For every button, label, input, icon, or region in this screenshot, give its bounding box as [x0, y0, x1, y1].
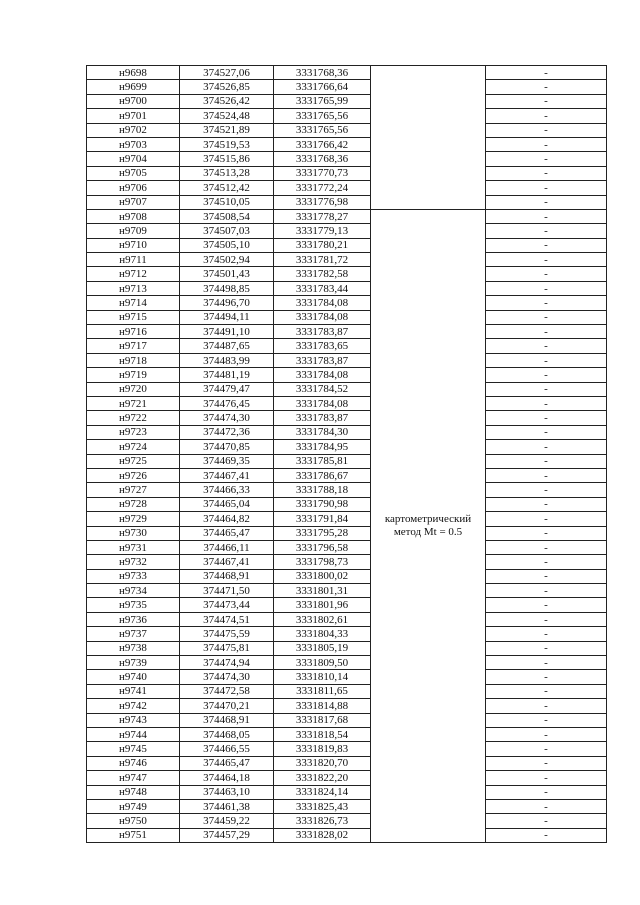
dash-cell: -: [486, 253, 607, 267]
table-row: [87, 612, 607, 626]
point-name-cell: н9728: [87, 497, 180, 511]
x-coordinate-cell: 374507,03: [180, 224, 274, 238]
table-row: [87, 325, 607, 339]
point-name-cell: н9706: [87, 181, 180, 195]
x-coordinate-cell: 374498,85: [180, 281, 274, 295]
table-row: [87, 584, 607, 598]
x-coordinate-cell: 374501,43: [180, 267, 274, 281]
coordinates-table: [86, 65, 607, 843]
dash-cell: -: [486, 468, 607, 482]
x-coordinate-cell: 374475,59: [180, 627, 274, 641]
y-coordinate-cell: 3331779,13: [274, 224, 371, 238]
table-row: [87, 497, 607, 511]
y-coordinate-cell: 3331765,99: [274, 94, 371, 108]
point-name-cell: н9723: [87, 425, 180, 439]
x-coordinate-cell: 374481,19: [180, 368, 274, 382]
table-row: [87, 598, 607, 612]
point-name-cell: н9734: [87, 584, 180, 598]
dash-cell: -: [486, 166, 607, 180]
table-row: [87, 742, 607, 756]
x-coordinate-cell: 374461,38: [180, 799, 274, 813]
x-coordinate-cell: 374468,05: [180, 727, 274, 741]
y-coordinate-cell: 3331822,20: [274, 771, 371, 785]
y-coordinate-cell: 3331783,87: [274, 325, 371, 339]
x-coordinate-cell: 374515,86: [180, 152, 274, 166]
dash-cell: -: [486, 109, 607, 123]
table-row: [87, 166, 607, 180]
x-coordinate-cell: 374474,94: [180, 656, 274, 670]
x-coordinate-cell: 374502,94: [180, 253, 274, 267]
point-name-cell: н9743: [87, 713, 180, 727]
table-row: [87, 771, 607, 785]
table-row: [87, 66, 607, 80]
x-coordinate-cell: 374471,50: [180, 584, 274, 598]
dash-cell: -: [486, 785, 607, 799]
y-coordinate-cell: 3331805,19: [274, 641, 371, 655]
x-coordinate-cell: 374464,82: [180, 512, 274, 526]
x-coordinate-cell: 374524,48: [180, 109, 274, 123]
table-row: [87, 296, 607, 310]
dash-cell: -: [486, 195, 607, 209]
point-name-cell: н9712: [87, 267, 180, 281]
x-coordinate-cell: 374475,81: [180, 641, 274, 655]
y-coordinate-cell: 3331784,08: [274, 368, 371, 382]
x-coordinate-cell: 374505,10: [180, 238, 274, 252]
point-name-cell: н9751: [87, 828, 180, 842]
x-coordinate-cell: 374466,55: [180, 742, 274, 756]
point-name-cell: н9727: [87, 483, 180, 497]
table-row: [87, 512, 607, 526]
table-row: [87, 339, 607, 353]
x-coordinate-cell: 374526,42: [180, 94, 274, 108]
y-coordinate-cell: 3331817,68: [274, 713, 371, 727]
point-name-cell: н9718: [87, 353, 180, 367]
table-row: [87, 814, 607, 828]
dash-cell: -: [486, 281, 607, 295]
point-name-cell: н9740: [87, 670, 180, 684]
point-name-cell: н9750: [87, 814, 180, 828]
y-coordinate-cell: 3331828,02: [274, 828, 371, 842]
x-coordinate-cell: 374526,85: [180, 80, 274, 94]
table-row: [87, 756, 607, 770]
y-coordinate-cell: 3331790,98: [274, 497, 371, 511]
x-coordinate-cell: 374473,44: [180, 598, 274, 612]
point-name-cell: н9738: [87, 641, 180, 655]
x-coordinate-cell: 374465,04: [180, 497, 274, 511]
x-coordinate-cell: 374459,22: [180, 814, 274, 828]
dash-cell: -: [486, 612, 607, 626]
table-row: [87, 238, 607, 252]
point-name-cell: н9721: [87, 396, 180, 410]
y-coordinate-cell: 3331784,08: [274, 296, 371, 310]
x-coordinate-cell: 374491,10: [180, 325, 274, 339]
x-coordinate-cell: 374467,41: [180, 468, 274, 482]
y-coordinate-cell: 3331781,72: [274, 253, 371, 267]
dash-cell: -: [486, 799, 607, 813]
point-name-cell: н9699: [87, 80, 180, 94]
point-name-cell: н9746: [87, 756, 180, 770]
y-coordinate-cell: 3331784,08: [274, 396, 371, 410]
y-coordinate-cell: 3331800,02: [274, 569, 371, 583]
point-name-cell: н9719: [87, 368, 180, 382]
point-name-cell: н9748: [87, 785, 180, 799]
dash-cell: -: [486, 569, 607, 583]
x-coordinate-cell: 374457,29: [180, 828, 274, 842]
table-row: [87, 181, 607, 195]
table-row: [87, 94, 607, 108]
dash-cell: -: [486, 339, 607, 353]
dash-cell: -: [486, 425, 607, 439]
dash-cell: -: [486, 368, 607, 382]
y-coordinate-cell: 3331783,87: [274, 353, 371, 367]
table-row: [87, 828, 607, 842]
point-name-cell: н9717: [87, 339, 180, 353]
table-row: [87, 411, 607, 425]
x-coordinate-cell: 374474,30: [180, 670, 274, 684]
x-coordinate-cell: 374470,85: [180, 440, 274, 454]
dash-cell: -: [486, 137, 607, 151]
table-row: [87, 627, 607, 641]
y-coordinate-cell: 3331765,56: [274, 123, 371, 137]
table-row: [87, 80, 607, 94]
table-row: [87, 569, 607, 583]
point-name-cell: н9741: [87, 684, 180, 698]
dash-cell: -: [486, 727, 607, 741]
x-coordinate-cell: 374467,41: [180, 555, 274, 569]
y-coordinate-cell: 3331819,83: [274, 742, 371, 756]
point-name-cell: н9724: [87, 440, 180, 454]
table-row: [87, 310, 607, 324]
dash-cell: -: [486, 742, 607, 756]
dash-cell: -: [486, 598, 607, 612]
y-coordinate-cell: 3331786,67: [274, 468, 371, 482]
dash-cell: -: [486, 66, 607, 80]
table-row: [87, 713, 607, 727]
y-coordinate-cell: 3331825,43: [274, 799, 371, 813]
point-name-cell: н9705: [87, 166, 180, 180]
y-coordinate-cell: 3331766,42: [274, 137, 371, 151]
dash-cell: -: [486, 94, 607, 108]
point-name-cell: н9709: [87, 224, 180, 238]
dash-cell: -: [486, 512, 607, 526]
dash-cell: -: [486, 267, 607, 281]
x-coordinate-cell: 374487,65: [180, 339, 274, 353]
y-coordinate-cell: 3331801,31: [274, 584, 371, 598]
dash-cell: -: [486, 828, 607, 842]
point-name-cell: н9749: [87, 799, 180, 813]
table-row: [87, 727, 607, 741]
x-coordinate-cell: 374465,47: [180, 526, 274, 540]
x-coordinate-cell: 374519,53: [180, 137, 274, 151]
table-row: [87, 281, 607, 295]
point-name-cell: н9711: [87, 253, 180, 267]
point-name-cell: н9733: [87, 569, 180, 583]
dash-cell: -: [486, 756, 607, 770]
y-coordinate-cell: 3331772,24: [274, 181, 371, 195]
dash-cell: -: [486, 814, 607, 828]
table-row: [87, 468, 607, 482]
table-row: [87, 253, 607, 267]
dash-cell: -: [486, 353, 607, 367]
y-coordinate-cell: 3331782,58: [274, 267, 371, 281]
y-coordinate-cell: 3331804,33: [274, 627, 371, 641]
y-coordinate-cell: 3331784,95: [274, 440, 371, 454]
y-coordinate-cell: 3331765,56: [274, 109, 371, 123]
point-name-cell: н9720: [87, 382, 180, 396]
point-name-cell: н9707: [87, 195, 180, 209]
point-name-cell: н9730: [87, 526, 180, 540]
point-name-cell: н9708: [87, 209, 180, 223]
y-coordinate-cell: 3331801,96: [274, 598, 371, 612]
dash-cell: -: [486, 641, 607, 655]
dash-cell: -: [486, 483, 607, 497]
x-coordinate-cell: 374496,70: [180, 296, 274, 310]
dash-cell: -: [486, 440, 607, 454]
table-row: [87, 799, 607, 813]
y-coordinate-cell: 3331784,52: [274, 382, 371, 396]
x-coordinate-cell: 374463,10: [180, 785, 274, 799]
y-coordinate-cell: 3331810,14: [274, 670, 371, 684]
table-row: [87, 526, 607, 540]
point-name-cell: н9704: [87, 152, 180, 166]
table-row: [87, 670, 607, 684]
point-name-cell: н9715: [87, 310, 180, 324]
table-row: [87, 454, 607, 468]
table-row: [87, 656, 607, 670]
dash-cell: -: [486, 497, 607, 511]
table-row: [87, 368, 607, 382]
y-coordinate-cell: 3331826,73: [274, 814, 371, 828]
dash-cell: -: [486, 296, 607, 310]
y-coordinate-cell: 3331795,28: [274, 526, 371, 540]
x-coordinate-cell: 374521,89: [180, 123, 274, 137]
point-name-cell: н9702: [87, 123, 180, 137]
dash-cell: -: [486, 656, 607, 670]
dash-cell: -: [486, 238, 607, 252]
table-row: [87, 267, 607, 281]
x-coordinate-cell: 374470,21: [180, 699, 274, 713]
y-coordinate-cell: 3331785,81: [274, 454, 371, 468]
x-coordinate-cell: 374494,11: [180, 310, 274, 324]
x-coordinate-cell: 374513,28: [180, 166, 274, 180]
table-row: [87, 353, 607, 367]
x-coordinate-cell: 374474,30: [180, 411, 274, 425]
x-coordinate-cell: 374466,11: [180, 540, 274, 554]
point-name-cell: н9722: [87, 411, 180, 425]
point-name-cell: н9716: [87, 325, 180, 339]
x-coordinate-cell: 374476,45: [180, 396, 274, 410]
y-coordinate-cell: 3331818,54: [274, 727, 371, 741]
x-coordinate-cell: 374468,91: [180, 569, 274, 583]
y-coordinate-cell: 3331824,14: [274, 785, 371, 799]
y-coordinate-cell: 3331780,21: [274, 238, 371, 252]
dash-cell: -: [486, 713, 607, 727]
point-name-cell: н9713: [87, 281, 180, 295]
table-row: [87, 540, 607, 554]
point-name-cell: н9701: [87, 109, 180, 123]
point-name-cell: н9729: [87, 512, 180, 526]
point-name-cell: н9700: [87, 94, 180, 108]
table-row: [87, 785, 607, 799]
point-name-cell: н9714: [87, 296, 180, 310]
dash-cell: -: [486, 152, 607, 166]
dash-cell: -: [486, 123, 607, 137]
dash-cell: -: [486, 540, 607, 554]
method-cell: [371, 66, 486, 210]
x-coordinate-cell: 374465,47: [180, 756, 274, 770]
table-row: [87, 699, 607, 713]
dash-cell: -: [486, 627, 607, 641]
dash-cell: -: [486, 584, 607, 598]
y-coordinate-cell: 3331766,64: [274, 80, 371, 94]
table-row: [87, 684, 607, 698]
dash-cell: -: [486, 771, 607, 785]
x-coordinate-cell: 374472,36: [180, 425, 274, 439]
y-coordinate-cell: 3331814,88: [274, 699, 371, 713]
y-coordinate-cell: 3331788,18: [274, 483, 371, 497]
y-coordinate-cell: 3331778,27: [274, 209, 371, 223]
y-coordinate-cell: 3331783,44: [274, 281, 371, 295]
y-coordinate-cell: 3331783,87: [274, 411, 371, 425]
dash-cell: -: [486, 224, 607, 238]
point-name-cell: н9732: [87, 555, 180, 569]
dash-cell: -: [486, 555, 607, 569]
dash-cell: -: [486, 699, 607, 713]
table-row: [87, 224, 607, 238]
point-name-cell: н9726: [87, 468, 180, 482]
table-row: [87, 641, 607, 655]
table-row: [87, 195, 607, 209]
table-row: [87, 555, 607, 569]
dash-cell: -: [486, 411, 607, 425]
point-name-cell: н9735: [87, 598, 180, 612]
y-coordinate-cell: 3331770,73: [274, 166, 371, 180]
x-coordinate-cell: 374512,42: [180, 181, 274, 195]
y-coordinate-cell: 3331798,73: [274, 555, 371, 569]
y-coordinate-cell: 3331783,65: [274, 339, 371, 353]
point-name-cell: н9703: [87, 137, 180, 151]
x-coordinate-cell: 374466,33: [180, 483, 274, 497]
dash-cell: -: [486, 181, 607, 195]
x-coordinate-cell: 374508,54: [180, 209, 274, 223]
dash-cell: -: [486, 382, 607, 396]
dash-cell: -: [486, 454, 607, 468]
y-coordinate-cell: 3331802,61: [274, 612, 371, 626]
y-coordinate-cell: 3331809,50: [274, 656, 371, 670]
x-coordinate-cell: 374527,06: [180, 66, 274, 80]
x-coordinate-cell: 374510,05: [180, 195, 274, 209]
dash-cell: -: [486, 526, 607, 540]
y-coordinate-cell: 3331784,30: [274, 425, 371, 439]
y-coordinate-cell: 3331796,58: [274, 540, 371, 554]
table-body: [87, 66, 607, 843]
y-coordinate-cell: 3331768,36: [274, 66, 371, 80]
method-cell: картометрический метод Mt = 0.5: [371, 209, 486, 842]
point-name-cell: н9737: [87, 627, 180, 641]
x-coordinate-cell: 374483,99: [180, 353, 274, 367]
x-coordinate-cell: 374472,58: [180, 684, 274, 698]
y-coordinate-cell: 3331784,08: [274, 310, 371, 324]
y-coordinate-cell: 3331768,36: [274, 152, 371, 166]
dash-cell: -: [486, 684, 607, 698]
y-coordinate-cell: 3331776,98: [274, 195, 371, 209]
y-coordinate-cell: 3331820,70: [274, 756, 371, 770]
dash-cell: -: [486, 670, 607, 684]
table-row: [87, 396, 607, 410]
dash-cell: -: [486, 310, 607, 324]
dash-cell: -: [486, 80, 607, 94]
point-name-cell: н9744: [87, 727, 180, 741]
point-name-cell: н9698: [87, 66, 180, 80]
x-coordinate-cell: 374479,47: [180, 382, 274, 396]
point-name-cell: н9731: [87, 540, 180, 554]
table-row: [87, 209, 607, 223]
table-row: [87, 440, 607, 454]
point-name-cell: н9747: [87, 771, 180, 785]
point-name-cell: н9736: [87, 612, 180, 626]
dash-cell: -: [486, 209, 607, 223]
y-coordinate-cell: 3331811,65: [274, 684, 371, 698]
point-name-cell: н9739: [87, 656, 180, 670]
y-coordinate-cell: 3331791,84: [274, 512, 371, 526]
point-name-cell: н9745: [87, 742, 180, 756]
table-row: [87, 152, 607, 166]
x-coordinate-cell: 374474,51: [180, 612, 274, 626]
point-name-cell: н9725: [87, 454, 180, 468]
point-name-cell: н9742: [87, 699, 180, 713]
table-row: [87, 123, 607, 137]
table-row: [87, 483, 607, 497]
table-row: [87, 109, 607, 123]
x-coordinate-cell: 374468,91: [180, 713, 274, 727]
x-coordinate-cell: 374464,18: [180, 771, 274, 785]
table-row: [87, 382, 607, 396]
table-row: [87, 425, 607, 439]
x-coordinate-cell: 374469,35: [180, 454, 274, 468]
point-name-cell: н9710: [87, 238, 180, 252]
table-row: [87, 137, 607, 151]
dash-cell: -: [486, 325, 607, 339]
dash-cell: -: [486, 396, 607, 410]
